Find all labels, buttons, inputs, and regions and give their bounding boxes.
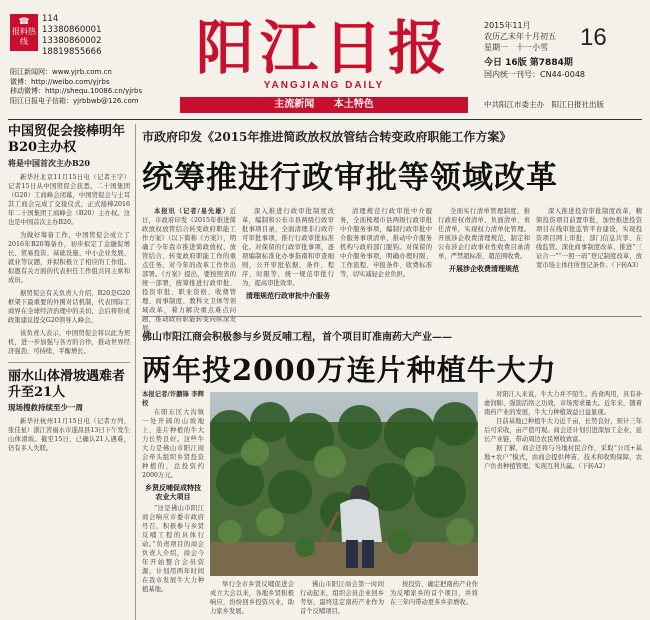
story2-text: 对阳江人来说，牛大力并不陌生。药食两用，具有补虚润肺、强筋活络之功效，市场需求量大。近年来，随着南药产业的发展，牛大力种植效益日益显现。 [484, 391, 642, 416]
story1-column [340, 207, 432, 307]
story1-text: 深入推进投资审批制度改革，精简投资项目前置审批，加快推进投资项目在线审批监管平台建设，实现投资项目网上审批、部门信息共享、在线监管。深化商事制度改革，推进“三证合一”“一照一码”登记制度改革，放宽市场主体住所登记条件。（下转A3） [536, 208, 643, 269]
story1-headline: 统筹推进行政审批等领域改革 [142, 160, 558, 196]
sidebar-divider [8, 362, 130, 363]
sidebar-paragraph: 新华社北京11月15日电（记者王宇）记者15日从中国贸促会获悉，二十国集团（G20）工商峰会闭幕，中国贸促会与土耳其工商会完成了交接仪式，正式接棒2016年二十国集团工商峰会（B20）主办权。这也是中国首次主办B20。 [8, 174, 130, 226]
sidebar-subhead: 现场搜救持续至少一周 [8, 403, 83, 412]
story2-text: 目前基地已种植牛大力近千亩，长势良好，预计三年后可采收，亩产值可观。商会还计划引进深加工企业，延长产业链，带动周边农民增收致富。 [484, 418, 642, 443]
issue-line: 国内统一刊号：CN44-0048 [484, 70, 585, 79]
page-number: 16 [580, 24, 607, 51]
story1-text: 清理规范行政审批中介服务，全面梳理市县两级行政审批中介服务事项，编制行政审批中介服务事项清单，推动中介服务机构与政府部门脱钩。对保留的中介服务事项，明确办理时限、工作流程、申报条件、收费标准等，切实减轻企业负担。 [340, 208, 432, 278]
story1-column [242, 207, 334, 307]
masthead [0, 0, 650, 118]
sidebar [8, 124, 130, 620]
mobile-weibo-line: 移动微博：http://shequ.10086.cn/yjrbs [10, 87, 143, 95]
field-photo [210, 392, 478, 576]
story1-byline: 本报讯（记者/易先雄） [154, 208, 230, 215]
field-photo-image [210, 392, 478, 576]
sidebar-headline: 中国贸促会接棒明年B20主办权 [8, 124, 126, 155]
hotline-number: 114 [42, 14, 59, 24]
sidebar-headline: 丽水山体滑坡遇难者升至21人 [8, 369, 126, 400]
slogan: 本土特色 [333, 99, 374, 110]
logo-english: YANGJIANG DAILY [263, 80, 385, 91]
story2-text: 举行全市乡贤反哺促进会成立大会以来，各地乡贤积极响应，纷纷回乡投资兴业，助力家乡发展。 [210, 581, 294, 615]
story2-headline: 两年投2000万连片种植牛大力 [142, 353, 557, 387]
story2-text: 佛山市阳江商会第一时间行动起来，组织会员企业回乡考察，最终选定南药产业作为首个反哺项目。 [300, 581, 384, 615]
story1-kicker: 市政府印发《2015年推进简政放权放管结合转变政府职能工作方案》 [142, 130, 512, 144]
story2-text: 按投资、确定把南药产业作为反哺家乡的首个项目，并将在三年内带动更多乡亲增收。 [390, 581, 478, 606]
story2-left-column [142, 390, 204, 618]
story2-bottom-column [300, 580, 384, 620]
column-divider [135, 124, 136, 620]
website-line: 阳江新闻网：www.yjrb.com.cn [10, 68, 112, 76]
sidebar-paragraph: 新华社杭州11月15日电（记者方列、张佳星）浙江省丽水市遂昌县13日下午发生山体滑坡。截至15日，已确认21人遇难，仍有多人失联。 [8, 418, 130, 452]
date-line: 星期一 十一小雪 [484, 43, 548, 52]
logo-text: 阳江日报 [195, 14, 452, 82]
story1-text: 近日，市政府印发《2015年推进简政放权放管结合转变政府职能工作方案》（以下简称《方案》），明确了今年我市推进简政放权、放管结合、转变政府职能工作的重点任务，对今年的改革工作作出部署。《方案》提出，要按照省的统一部署，统筹推进行政审批、投资审批、职业资格、收费管理、商事制度、教科文卫体等领域改革，着力解决重点难点问题，推动政府职能转变向纵深发展。 [142, 208, 236, 332]
masthead-divider [8, 119, 642, 120]
story2-text: 据了解，商会还将与当地村民合作，采取“公司+基地+农户”模式，由商会提供种苗、技术和收购保障，农户负责种植管理，实现互利共赢。（下转A2） [484, 445, 642, 470]
story-divider [142, 316, 642, 317]
issue-info [484, 58, 585, 80]
sidebar-paragraph: 该负责人表示，中国贸促会将以此为契机，进一步加强与各方的合作，推动世界经济强劲、可持续、平衡增长。 [8, 330, 130, 355]
story1-section-heading: 开展涉企收费清理规范 [449, 264, 519, 273]
story1-column [142, 207, 236, 332]
sidebar-subhead: 将是中国首次主办B20 [8, 158, 90, 168]
story1-section-heading: 清理规范行政审批中介服务 [246, 291, 330, 300]
publisher-line: 中共阳江市委主办 阳江日报社出版 [484, 100, 604, 109]
story2-bottom-column [210, 580, 294, 620]
story1-column [536, 207, 642, 307]
story2-kicker: 佛山市阳江商会积极参与乡贤反哺工程，首个项目盯准南药大产业—— [142, 332, 452, 343]
slogan: 主流新闻 [274, 99, 315, 110]
logo [180, 16, 468, 91]
story2-text: “这是佛山市阳江商会响应市委市政府号召，积极参与乡贤反哺工程的具体行动。”负责项目的商会负责人介绍，商会今年开始整合会员资源，计划用两年时间在我市发展牛大力种植基地。 [142, 505, 204, 593]
slogan-bar [180, 97, 468, 113]
hotline-label: 报料热线 [12, 27, 36, 46]
contact-info [10, 68, 142, 106]
date-line: 2015年11月 [484, 21, 531, 30]
story2-section-heading: 乡贤反哺促成特技农业大项目 [145, 483, 201, 501]
story1-column [438, 207, 530, 307]
weibo-line: 微博：http://weibo.com/yjrbs [10, 77, 110, 86]
story2-byline: 本报记者/许鹏锋 李辉校 [142, 391, 204, 407]
story1-text: 深入推进行政审批制度改革，编制和公布市县两级行政审批事项目录，全面清理非行政许可审批事项，推行行政审批标准化。对保留的行政审批事项，逐项编制标准化办事指南和审查细则，公开审批依据、条件、程序、时限等，统一规范审批行为，提高审批效率。 [242, 208, 334, 287]
phone-icon: ☎ [18, 17, 30, 27]
hotline-number: 18819855666 [42, 47, 102, 57]
sidebar-paragraph: 据贸促会有关负责人介绍，B20是G20框架下最重要的外围对话机制，代表国际工商界在全球经济治理中的关切，会后将形成政策建议提交G20领导人峰会。 [8, 290, 130, 324]
hotline-badge [10, 14, 38, 51]
story2-bottom-column [390, 580, 478, 620]
hotline-number: 13380860001 [42, 25, 102, 35]
date-block [484, 20, 556, 53]
story2-right-column [484, 390, 642, 618]
sidebar-paragraph: 为做好筹备工作，中国贸促会成立了2016年B20筹备办，初步拟定了金融促增长、贸易投资、基础设施、中小企业发展、就业等议题，并拟积极立了相应的工作组。拟邀有关方面的代表担任工作组共同主席和成员。 [8, 232, 130, 284]
date-line: 农历乙未年十月初五 [484, 32, 556, 41]
story1-text: 全面实行清单管理制度，推行政府权责清单、负面清单、责任清单，实现权力清单化管理。开展涉企收费清理规范，制定和公布涉企行政事业性收费目录清单，严禁超标准、超范围收费。 [438, 208, 530, 260]
email-line: 阳江日报电子信箱：yjrbbwb@126.com [10, 96, 139, 105]
story2-text: 在阳东区大沟镇一处开阔的山坡地上，连片种植的牛大力长势良好。这些牛大力是佛山市阳江商会牵头组织乡贤投资种植的，总投资约2000万元。 [142, 409, 204, 479]
issue-line: 今日 16版 第7884期 [484, 58, 573, 68]
hotline-number: 13380860002 [42, 36, 102, 46]
hotline-numbers [42, 14, 102, 58]
